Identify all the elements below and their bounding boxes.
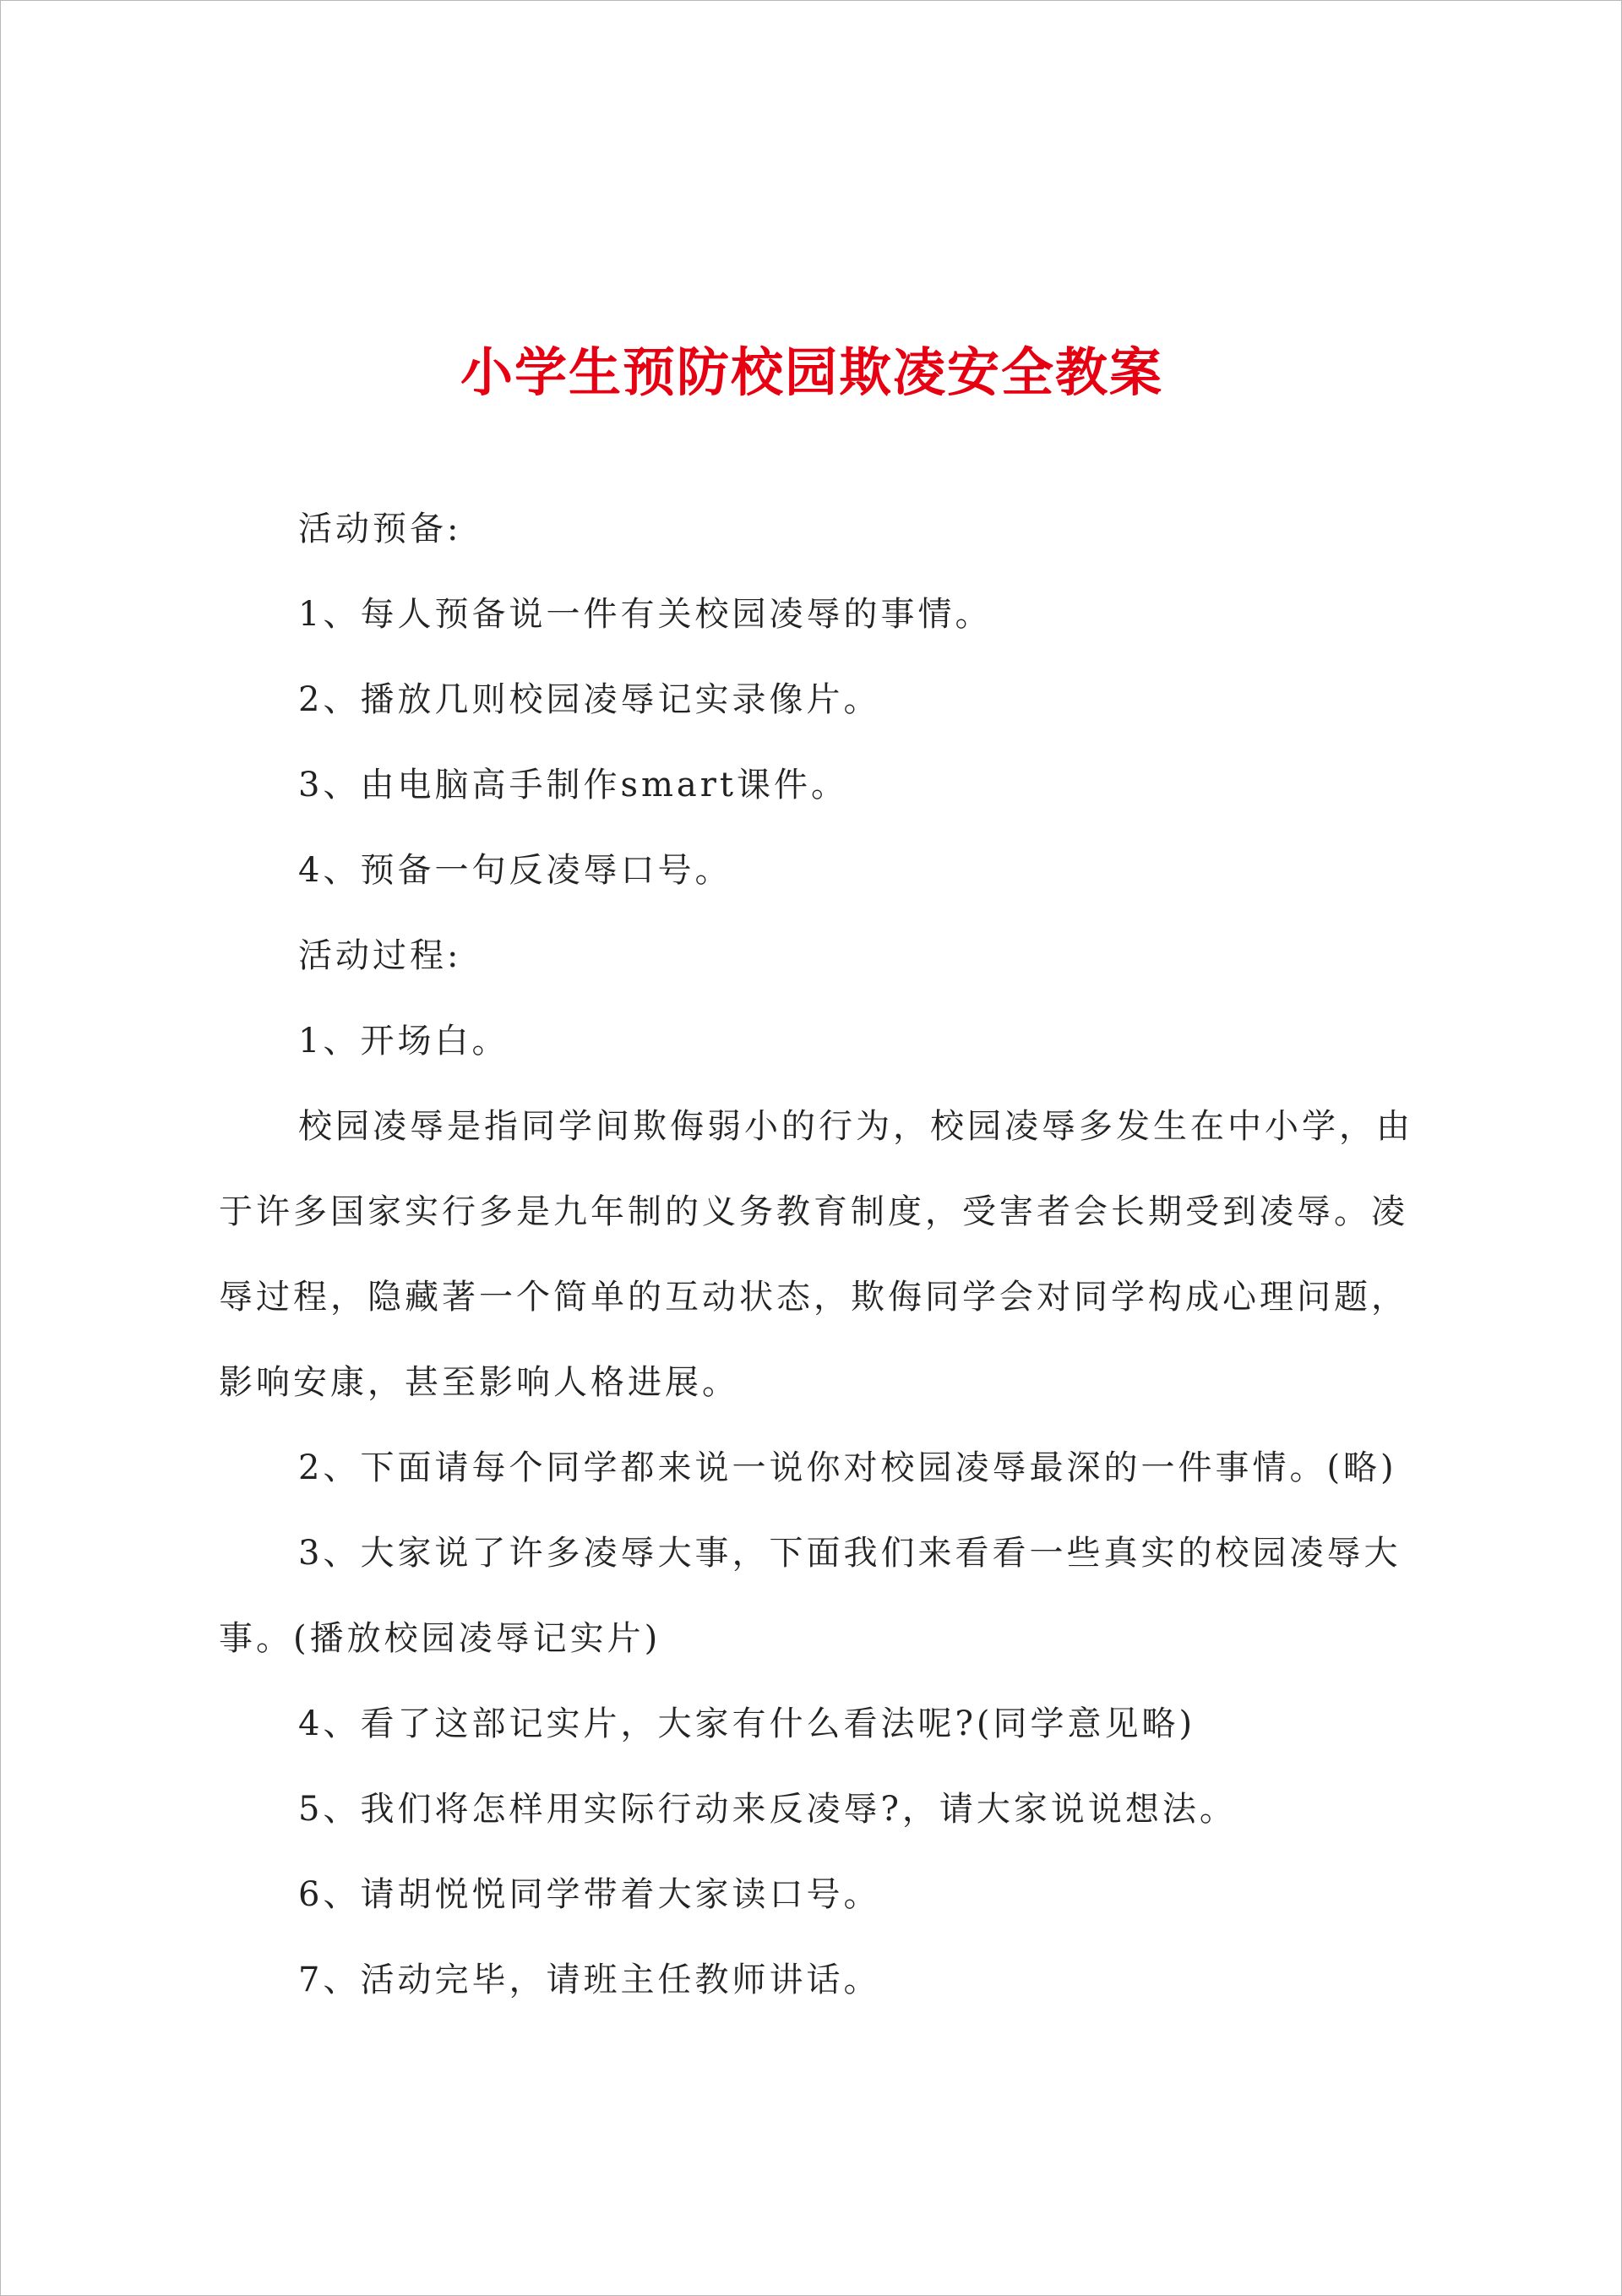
list-item: 7、活动完毕，请班主任教师讲话。 xyxy=(298,1961,881,1999)
section-heading-preparation: 活动预备: xyxy=(298,510,462,548)
list-item: 3、由电脑高手制作smart课件。 xyxy=(298,766,848,804)
list-item: 2、下面请每个同学都来说一说你对校园凌辱最深的一件事情。(略) xyxy=(298,1448,1397,1487)
list-item: 1、每人预备说一件有关校园凌辱的事情。 xyxy=(298,595,993,634)
list-item: 4、看了这部记实片，大家有什么看法呢?(同学意见略) xyxy=(298,1704,1196,1743)
list-item: 1、开场白。 xyxy=(298,1022,509,1061)
list-item: 2、播放几则校园凌辱记实录像片。 xyxy=(298,680,881,719)
list-item: 4、预备一句反凌辱口号。 xyxy=(298,851,732,890)
section-heading-process: 活动过程: xyxy=(298,936,462,975)
document-title: 小学生预防校园欺凌安全教案 xyxy=(460,341,1163,403)
list-item: 6、请胡悦悦同学带着大家读口号。 xyxy=(298,1875,881,1914)
document-body xyxy=(219,487,1427,2023)
list-item: 3、大家说了许多凌辱大事，下面我们来看看一些真实的校园凌辱大事。(播放校园凌辱记实片) xyxy=(219,1534,1402,1658)
paragraph: 校园凌辱是指同学间欺侮弱小的行为，校园凌辱多发生在中小学，由于许多国家实行多是九年制的义务教育制度，受害者会长期受到凌辱。凌辱过程，隐藏著一个简单的互动状态，欺侮同学会对同学构成心理问题，影响安康，甚至影响人格进展。 xyxy=(219,1107,1413,1402)
list-item: 5、我们将怎样用实际行动来反凌辱?，请大家说说想法。 xyxy=(298,1790,1237,1829)
